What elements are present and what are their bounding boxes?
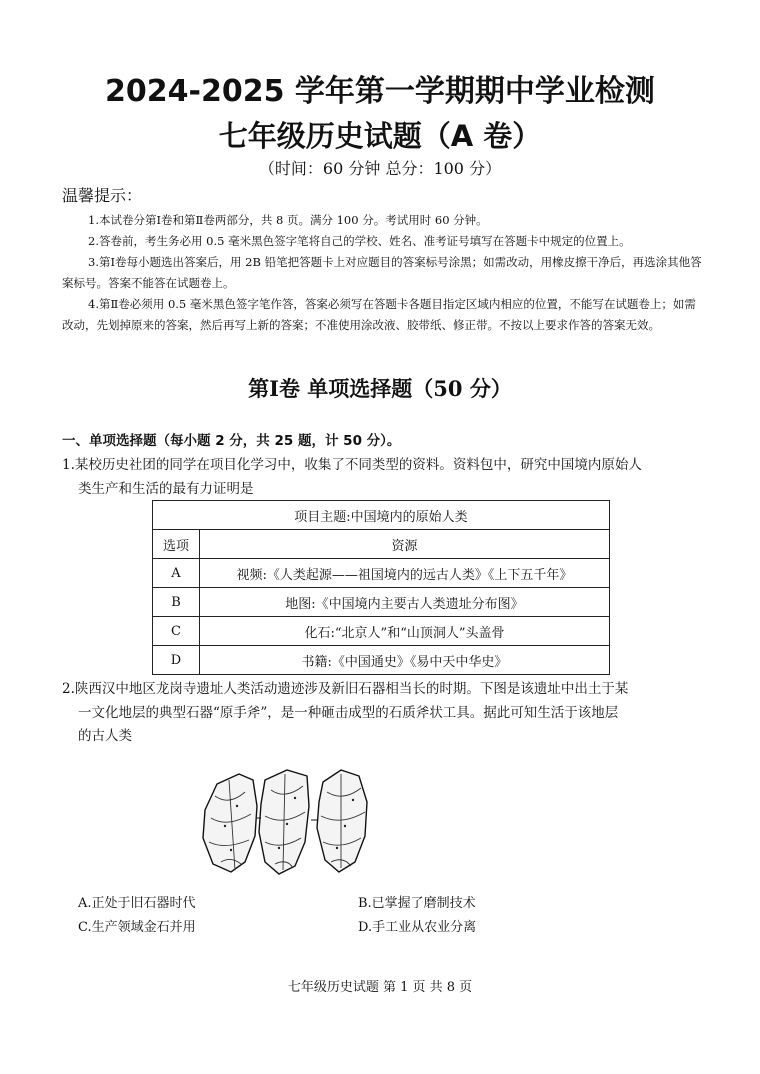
table-row: [153, 501, 610, 530]
question-1-line: 1.某校历史社团的同学在项目化学习中，收集了不同类型的资料。资料包中，研究中国境内原始人: [62, 457, 642, 473]
tip-item: 1.本试卷分第Ⅰ卷和第Ⅱ卷两部分，共 8 页。满分 100 分。考试用时 60 分钟。: [88, 213, 488, 227]
tip-item: 3.第Ⅰ卷每小题选出答案后，用 2B 铅笔把答题卡上对应题目的答案标号涂黑；如需改动，用橡皮擦干净后，再选涂其他答案标号。答案不能答在试题卷上。: [62, 255, 702, 290]
question-2: [62, 678, 712, 749]
question-2-line: 2.陕西汉中地区龙岗寺遗址人类活动遗迹涉及新旧石器相当长的时期。下图是该遗址中出土于某: [62, 681, 629, 697]
resource-table: [152, 500, 610, 675]
table-cell-resource: 书籍:《中国通史》《易中天中华史》: [200, 646, 610, 675]
options-row: [78, 892, 638, 916]
tip-item: 2.答卷前，考生务必用 0.5 毫米黑色签字笔将自己的学校、姓名、准考证号填写在答题卡中规定的位置上。: [88, 234, 631, 248]
table-cell-resource: 地图:《中国境内主要古人类遗址分布图》: [200, 588, 610, 617]
option-d: D.手工业从农业分离: [358, 920, 477, 935]
option-a: A.正处于旧石器时代: [78, 896, 196, 911]
part-heading: 一、单项选择题（每小题 2 分，共 25 题，计 50 分）。: [62, 433, 401, 449]
stone-tool-drawing: [317, 770, 367, 872]
exam-title: 2024-2025 学年第一学期期中学业检测: [105, 74, 655, 109]
question-2-options: [78, 892, 638, 940]
question-2-line: 的古人类: [78, 728, 132, 744]
question-1: [62, 453, 702, 501]
question-1-line: 类生产和生活的最有力证明是: [78, 481, 254, 497]
table-row: [153, 588, 610, 617]
column-header-resource: 资源: [200, 530, 610, 559]
option-c: C.生产领域金石并用: [78, 920, 196, 935]
table-cell-option: A: [153, 559, 200, 588]
hand-axe-figure: [195, 766, 385, 878]
table-row: [153, 530, 610, 559]
table-cell-resource: 视频:《人类起源——祖国境内的远古人类》《上下五千年》: [200, 559, 610, 588]
option-b: B.已掌握了磨制技术: [358, 896, 476, 911]
section-title: 第Ⅰ卷 单项选择题（50 分）: [248, 376, 512, 401]
table-row: [153, 646, 610, 675]
exam-time-score: （时间：60 分钟 总分：100 分）: [258, 159, 502, 178]
table-cell-option: D: [153, 646, 200, 675]
tip-item: 4.第Ⅱ卷必须用 0.5 毫米黑色签字笔作答，答案必须写在答题卡各题目指定区域内相应的位置，不能写在试题卷上；如需改动，先划掉原来的答案，然后再写上新的答案；不准使用涂改液、胶带纸、修正带。不按以上要求作答的答案无效。: [62, 297, 696, 332]
table-cell-resource: 化石:“北京人”和“山顶洞人”头盖骨: [200, 617, 610, 646]
table-cell-option: C: [153, 617, 200, 646]
question-2-line: 一文化地层的典型石器“原手斧”，是一种砸击成型的石质斧状工具。据此可知生活于该地层: [78, 704, 619, 721]
exam-subtitle-title: 七年级历史试题（A 卷）: [218, 119, 542, 153]
table-cell-option: B: [153, 588, 200, 617]
options-row: [78, 916, 638, 940]
column-header-option: 选项: [153, 530, 200, 559]
table-topic: 项目主题:中国境内的原始人类: [153, 501, 610, 530]
table-row: [153, 559, 610, 588]
tips-heading: 温馨提示：: [62, 186, 143, 205]
table-row: [153, 617, 610, 646]
tips-list: [62, 210, 702, 336]
page-footer: 七年级历史试题 第 1 页 共 8 页: [287, 980, 473, 995]
